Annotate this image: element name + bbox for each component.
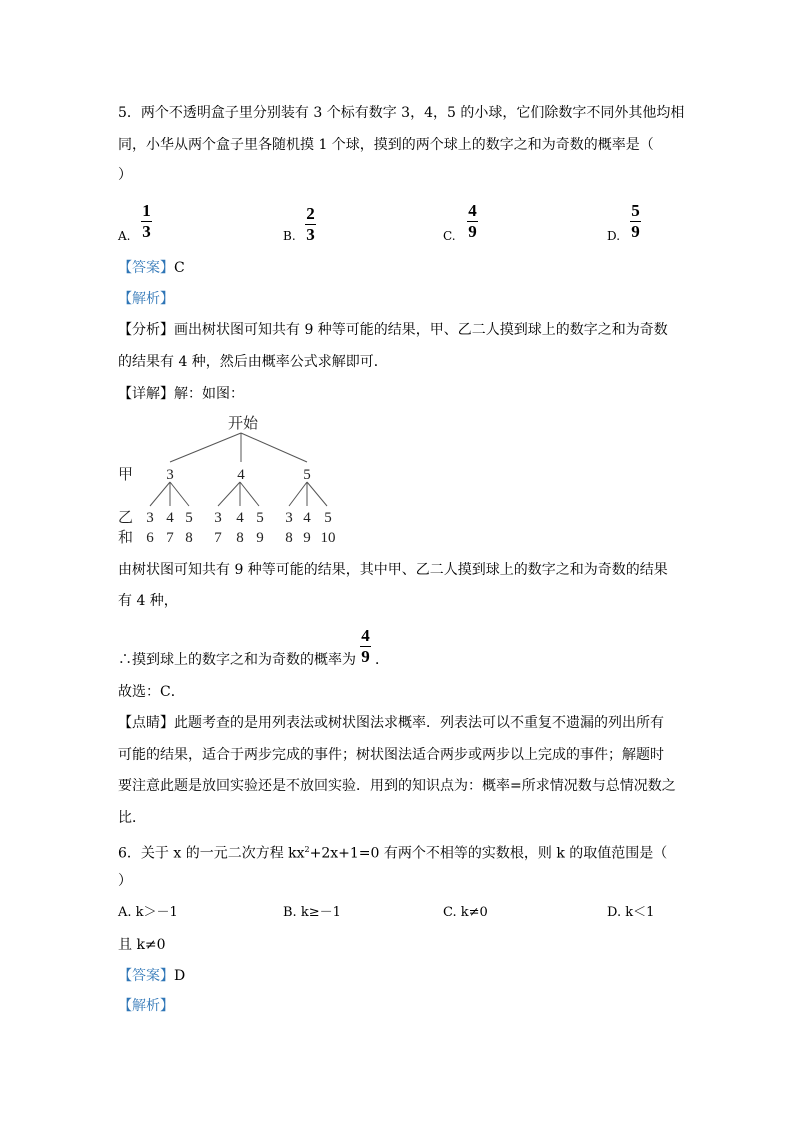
tree-diagram — [0, 0, 794, 560]
analysis-5-heading: 【解析】 — [118, 291, 174, 307]
tree-leaf: 5 — [256, 510, 264, 526]
tree-leaf: 3 — [285, 510, 293, 526]
fenxi-line2: 的结果有 4 种，然后由概率公式求解即可． — [118, 354, 388, 370]
tree-sum: 9 — [256, 530, 264, 546]
tree-leaf: 5 — [185, 510, 193, 526]
tree-sum: 8 — [285, 530, 293, 546]
q5-line3: ） — [118, 167, 132, 183]
tree-sum: 7 — [166, 530, 174, 546]
tree-row1-label: 甲 — [118, 467, 134, 483]
choose-line: 故选：C． — [118, 684, 185, 700]
tree-node: 3 — [166, 467, 174, 483]
conclusion-line2: 有 4 种， — [118, 593, 178, 609]
tree-sum: 7 — [214, 530, 222, 546]
tree-sum: 8 — [236, 530, 244, 546]
tree-sum: 10 — [320, 530, 336, 546]
document-page: 5．两个不透明盒子里分别装有 3 个标有数字 3，4，5 的小球，它们除数字不同外其他均相 同，小华从两个盒子里各随机摸 1 个球，摸到的两个球上的数字之和为奇数的概率是（ ） A. 1 3 B. 2 3 C. 4 9 D. 5 9 【答案】C 【解析】 【分析】画出树状图可知共有 9 种等可能的结果，甲、乙二人摸到球上的数字之和为奇数 的结果有 4 种，然后由概率公式求解即可． 【详解】解：如图： 开始 甲 3 4 5 乙 3 4 5 3 4 5 3 4 5 和 6 7 8 7 8 9 8 9 10 由树状图可知共有 9 种等可能的结果，其中甲、乙二人摸到球上的数字之和为奇数的结果 有 4 种， ∴摸到球上的数字之和为奇数的概率为 4 9 ． 故选：C． 【点睛】此题考查的是用列表法或树状图法求概率．列表法可以不重复不遗漏的列出所有 可能的结果，适合于两步完成的事件；树状图法适合两步或两步以上完成的事件；解题时 要注意此题是放回实验还是不放回实验．用到的知识点为：概率=所求情况数与总情况数之 比． 6．关于 x 的一元二次方程 $kx^2+2x+1=0$ 有两个不相等的实数根，则 k 的取值范围是（ ） A. k＞－1 B. k≥－1 C. k≠0 D. k＜1 且 k≠0 【答案】D 【解析】 — [0, 0, 794, 1123]
tree-node: 4 — [237, 467, 245, 483]
fenxi-line1: 【分析】画出树状图可知共有 9 种等可能的结果，甲、乙二人摸到球上的数字之和为奇数 — [118, 322, 668, 338]
tree-sum: 6 — [146, 530, 154, 546]
conclusion-line1: 由树状图可知共有 9 种等可能的结果，其中甲、乙二人摸到球上的数字之和为奇数的结果 — [118, 562, 668, 578]
fraction: 4 9 — [468, 201, 477, 241]
tree-sum: 9 — [303, 530, 311, 546]
tree-leaf: 3 — [146, 510, 154, 526]
dianjing-line1: 【点睛】此题考查的是用列表法或树状图法求概率．列表法可以不重复不遗漏的列出所有 — [118, 715, 664, 731]
q5-line1: 5．两个不透明盒子里分别装有 3 个标有数字 3，4，5 的小球，它们除数字不同外其他均相 — [118, 105, 685, 121]
q6-option-a: A. k＞－1 — [118, 905, 178, 920]
dianjing-line4: 比． — [118, 810, 146, 826]
tree-row2-label: 乙 — [118, 510, 134, 526]
fraction: 2 3 — [306, 204, 315, 244]
analysis-6-heading: 【解析】 — [118, 998, 174, 1014]
answer-6: 【答案】D — [118, 968, 186, 984]
xiangjie: 【详解】解：如图： — [118, 386, 244, 402]
fraction: 1 3 — [142, 201, 151, 241]
q5-line2: 同，小华从两个盒子里各随机摸 1 个球，摸到的两个球上的数字之和为奇数的概率是（ — [118, 137, 654, 153]
q6-option-d-cont: 且 k≠0 — [118, 937, 166, 953]
tree-leaf: 4 — [166, 510, 174, 526]
q6-line1: 6．关于 x 的一元二次方程 $kx^2+2x+1=0$ 有两个不相等的实数根，则 k 的取值范围是（ — [118, 845, 668, 862]
dianjing-line2: 可能的结果，适合于两步完成的事件；树状图法适合两步或两步以上完成的事件；解题时 — [118, 747, 664, 763]
tree-leaf: 4 — [236, 510, 244, 526]
tree-root: 开始 — [227, 416, 259, 432]
tree-row3-label: 和 — [118, 530, 134, 546]
tree-leaf: 3 — [214, 510, 222, 526]
tree-node: 5 — [303, 467, 311, 483]
fraction: 5 9 — [631, 201, 640, 241]
q6-option-c: C. k≠0 — [443, 905, 488, 920]
q6-line2: ） — [118, 873, 132, 889]
q6-option-d: D. k＜1 — [607, 905, 655, 920]
tree-sum: 8 — [185, 530, 193, 546]
q6-option-b: B. k≥－1 — [283, 905, 341, 920]
tree-leaf: 5 — [324, 510, 332, 526]
fraction: 4 9 — [361, 626, 370, 666]
tree-leaf: 4 — [303, 510, 311, 526]
answer-5: 【答案】C — [118, 260, 185, 276]
conclusion-line3: ∴摸到球上的数字之和为奇数的概率为 — [118, 652, 356, 668]
dianjing-line3: 要注意此题是放回实验还是不放回实验．用到的知识点为：概率=所求情况数与总情况数之 — [118, 778, 676, 794]
